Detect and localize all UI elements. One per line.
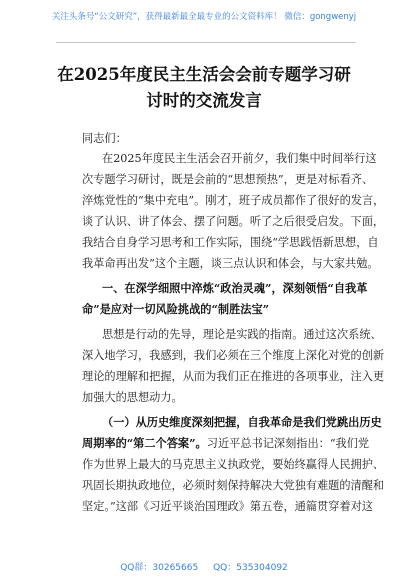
- paragraph-line: 谈了认识、讲了体会、摆了问题。听了之后很受启发。下面，: [82, 215, 385, 228]
- subsection-heading-line-2: [82, 435, 369, 451]
- document-title: [20, 62, 388, 114]
- paragraph-line: 巩固长期执政地位，必须时刻保持解决大党独有难题的清醒和: [82, 479, 385, 492]
- footer: [0, 560, 408, 573]
- paragraph-line: 淬炼党性的“集中充电”。刚才，班子成员都作了很好的发言，: [82, 194, 385, 207]
- subsection-heading-end: 周期率的“第二个答案”。: [82, 436, 207, 450]
- paragraph-line: 深入地学习，我感到，我们必须在三个维度上深化对党的创新: [82, 349, 385, 362]
- paragraph-line: 我革命再出发”这个主题，谈三点认识和体会，与大家共勉。: [82, 257, 379, 270]
- subsection-heading-line: （一）从历史维度深刻把握，自我革命是我们党跳出历史: [102, 415, 382, 429]
- paragraph-line: 思想是行动的先导，理论是实践的指南。通过这次系统、: [102, 328, 382, 341]
- section-heading-line: 一、在深学细照中淬炼“政治灵魂”，深刻领悟“自我革: [102, 281, 368, 295]
- footer-qq: QQ：535304092: [213, 563, 288, 573]
- header-divider: [56, 42, 356, 43]
- footer-qq-group: QQ群：30265665: [120, 563, 199, 573]
- salutation: 同志们：: [82, 132, 127, 145]
- paragraph-inline: 习近平总书记深刻指出：“我们党: [206, 437, 370, 450]
- section-heading-line: 命”是应对一切风险挑战的“制胜法宝”: [82, 302, 270, 316]
- header-banner: 关注头条号“公文研究”，获得最新最全最专业的公文资料库！ 微信：gongwenyj: [51, 12, 357, 22]
- document-title-line-1: 在2025年度民主生活会会前专题学习研: [57, 65, 351, 84]
- paragraph-line: 理论的理解和把握，从而为我们正在推进的各项事业，注入更: [82, 370, 385, 383]
- paragraph-line: 我结合自身学习思考和工作实际，围绕“学思践悟新思想，自: [82, 236, 379, 249]
- paragraph-line: 加强大的思想动力。: [82, 391, 183, 404]
- paragraph-line: 作为世界上最大的马克思主义执政党，要始终赢得人民拥护、: [82, 458, 385, 471]
- paragraph-line: 次专题学习研讨，既是会前的“思想预热”，更是对标看齐、: [82, 173, 374, 186]
- paragraph-line: 在2025年度民主生活会召开前夕，我们集中时间举行这: [102, 152, 377, 165]
- document-title-line-2: 讨时的交流发言: [146, 91, 262, 110]
- paragraph-line: 坚定。”这部《习近平谈治国理政》第五卷，通篇贯穿着对这: [82, 500, 373, 513]
